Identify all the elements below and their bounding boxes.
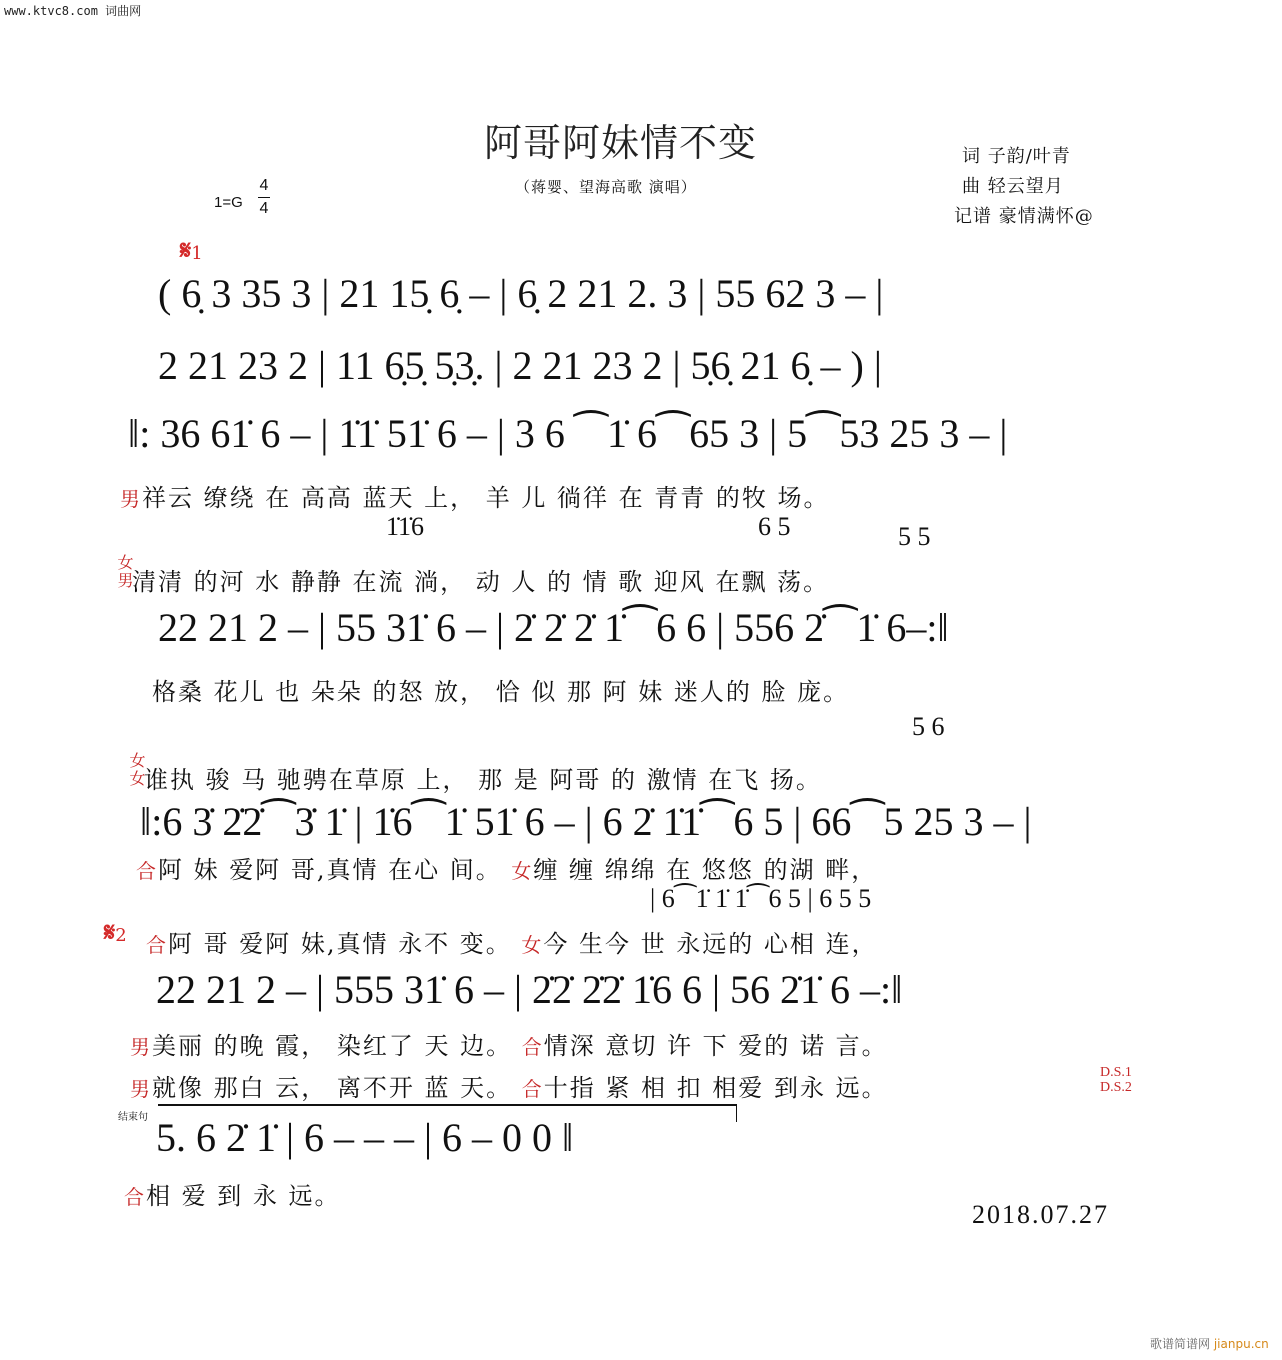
lyrics-row-6: 男美丽 的晚 霞， 染红了 天 边。 合情深 意切 许 下 爱的 诺 言。 [130, 1032, 888, 1060]
lyrics-row-3: 男祥云 缭绕 在 高高 蓝天 上， 羊 儿 徜徉 在 青青 的牧 场。 [120, 484, 830, 512]
segno-mark-1: 𝄋1 [180, 236, 203, 266]
role-chorus-label: 合 [124, 1185, 146, 1209]
song-title: 阿哥阿妹情不变 [484, 121, 758, 165]
alt-notes-3c: 5 5 [898, 522, 931, 551]
alt-lyrics-row-6: 男就像 那白 云， 离不开 蓝 天。 合十指 紧 相 扣 相爱 到永 远。 [130, 1074, 888, 1102]
notation-row-5: ‖:6 3̇ 2̇2̇⁀3̇ 1̇ | 1̇6⁀1̇ 51̇ 6 – | 6 2̇ 1̇1̇⁀6 5 | 66⁀5 25 3 – | [140, 799, 1032, 844]
role-female-male-label: 女男 [115, 554, 134, 590]
alt-notes-3b: 6 5 [758, 512, 791, 541]
alt-notes-4: 5 6 [912, 712, 945, 741]
alt-lyrics-row-4: 女女谁执 骏 马 驰骋在草原 上， 那 是 阿哥 的 激情 在飞 扬。 [127, 752, 822, 794]
source-watermark: www.ktvc8.com 词曲网 [4, 4, 142, 18]
segno-mark-2: 𝄋2 [104, 918, 127, 948]
time-signature-bottom: 4 [259, 200, 269, 217]
date: 2018.07.27 [972, 1200, 1109, 1229]
key-signature: 1=G [214, 194, 243, 211]
role-male-label: 男 [120, 487, 142, 511]
notation-row-3: ‖: 36 61̇ 6 – | 1̇1̇ 51̇ 6 – | 3 6 ⁀1̇ 6⁀65 3 | 5⁀53 25 3 – | [128, 411, 1008, 456]
role-chorus-label: 合 [521, 1077, 544, 1101]
role-chorus-label: 合 [136, 859, 158, 883]
site-watermark: 歌谱简谱网 jianpu.cn [1150, 1337, 1269, 1351]
role-male-label: 男 [130, 1077, 152, 1101]
notation-row-2: 2 21 23 2 | 11 6̣5̣ 5̣3̣. | 2 21 23 2 | 5̣6̣ 21 6̣ – ) | [158, 343, 882, 388]
role-male-label: 男 [130, 1035, 152, 1059]
notation-row-6: 22 21 2 – | 555 31̇ 6 – | 2̇2̇ 2̇2̇ 1̇6 6 | 56 2̇1̇ 6 –:‖ [156, 967, 903, 1012]
role-chorus-label: 合 [521, 1035, 544, 1059]
role-female-label: 女 [521, 933, 544, 957]
time-signature-top: 4 [259, 177, 269, 194]
role-female-female-label: 女女 [127, 752, 146, 788]
time-signature [258, 176, 270, 219]
lyricist-credit: 词 子韵/叶青 [962, 146, 1071, 167]
alt-lyrics-row-3: 女男清清 的河 水 静静 在流 淌， 动 人 的 情 歌 迎风 在飘 荡。 [115, 554, 830, 596]
notation-row-1: ( 6̣ 3 35 3 | 21 15̣ 6̣ – | 6̣ 2 21 2. 3 | 55 62 3 – | [158, 271, 884, 316]
lyrics-row-7: 合相 爱 到 永 远。 [124, 1182, 341, 1210]
segno-icon: 𝄋 [180, 236, 192, 266]
lyrics-row-5: 合阿 妹 爱阿 哥,真情 在心 间。 女缠 缠 绵绵 在 悠悠 的湖 畔， [136, 856, 878, 884]
composer-credit: 曲 轻云望月 [962, 176, 1064, 197]
role-female-label: 女 [511, 859, 534, 883]
notation-row-4: 22 21 2 – | 55 31̇ 6 – | 2̇ 2̇ 2̇ 1̇⁀6 6 | 556 2̇⁀1̇ 6–:‖ [158, 605, 949, 650]
dal-segno-marks: D.S.1 D.S.2 [1100, 1065, 1132, 1095]
segno-icon: 𝄋 [104, 918, 116, 948]
ending-label: 结束句 [118, 1112, 148, 1123]
notation-row-7: 5. 6 2̇ 1̇ | 6 – – – | 6 – 0 0 ‖ [156, 1115, 574, 1160]
transcriber-credit: 记谱 豪情满怀@ [954, 206, 1094, 227]
alt-notes-5: | 6⁀1̇ 1̇ 1̇⁀6 5 | 6 5 5 [650, 884, 872, 913]
role-chorus-label: 合 [146, 933, 168, 957]
performers: （蒋婴、望海高歌 演唱） [515, 178, 697, 196]
alt-notes-3a: 1̇1̇6 [386, 512, 425, 541]
lyrics-row-4: 格桑 花儿 也 朵朵 的怒 放， 恰 似 那 阿 妹 迷人的 脸 庞。 [152, 678, 850, 706]
alt-lyrics-row-5: 合阿 哥 爱阿 妹,真情 永不 变。 女今 生今 世 永远的 心相 连， [146, 930, 878, 958]
